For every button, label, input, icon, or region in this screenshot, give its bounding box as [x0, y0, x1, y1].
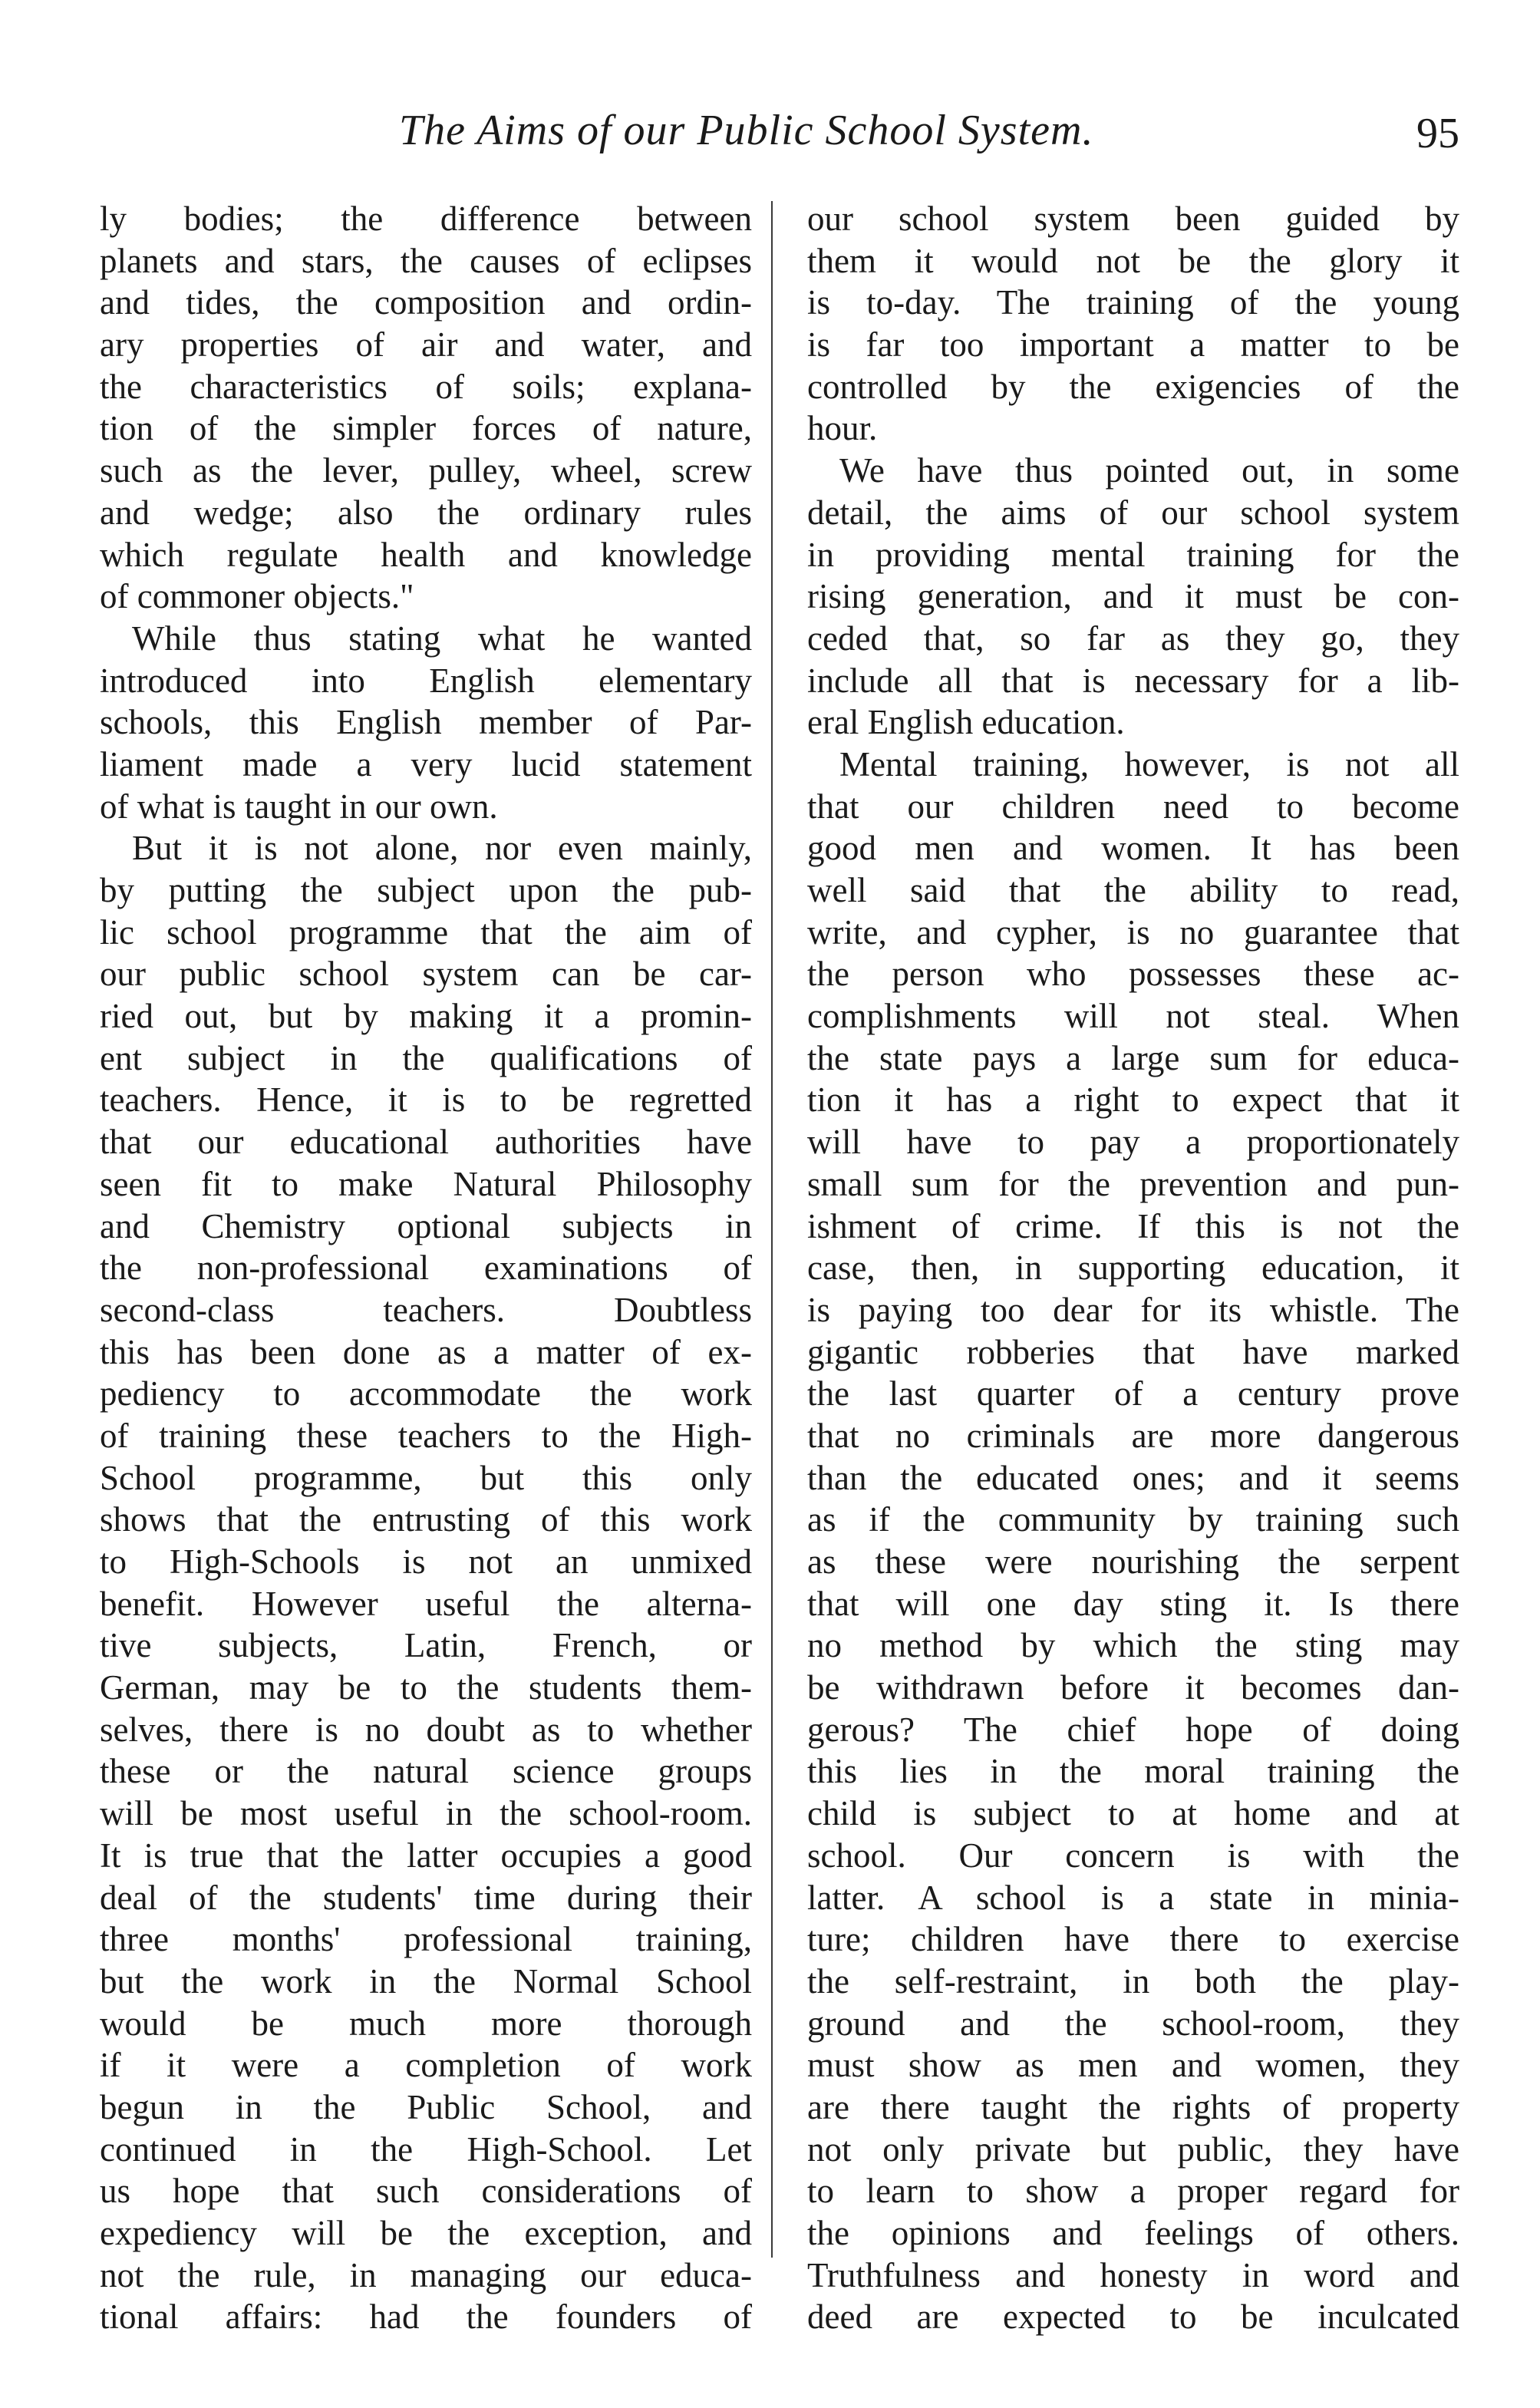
text-line: tion it has a right to expect that it [807, 1080, 1459, 1120]
text-line: as these were nourishing the serpent [807, 1542, 1459, 1581]
text-line: include all that is necessary for a lib- [807, 661, 1459, 700]
text-line: expediency will be the exception, and [100, 2214, 752, 2252]
page-number: 95 [1416, 110, 1459, 157]
text-line: deal of the students' time during their [100, 1878, 752, 1917]
text-line: ishment of crime. If this is not the [807, 1206, 1459, 1245]
text-line: and tides, the composition and ordin- [100, 283, 752, 322]
text-line: introduced into English elementary [100, 661, 752, 700]
text-line: complishments will not steal. When [807, 997, 1459, 1036]
running-title: The Aims of our Public School System. [399, 107, 1094, 154]
text-line: the last quarter of a century prove [807, 1374, 1459, 1413]
text-line: that our educational authorities have [100, 1123, 752, 1162]
text-line: ent subject in the qualifications of [100, 1038, 752, 1077]
text-line: child is subject to at home and at [807, 1794, 1459, 1833]
text-line: of what is taught in our own. [100, 787, 498, 826]
text-line: them it would not be the glory it [807, 241, 1459, 280]
text-line: not the rule, in managing our educa- [100, 2255, 752, 2294]
text-line: that no criminals are more dangerous [807, 1416, 1459, 1455]
right-text-column [807, 198, 1459, 2338]
text-line: seen fit to make Natural Philosophy [100, 1164, 752, 1203]
text-line: this lies in the moral training the [807, 1752, 1459, 1791]
text-line: that our children need to become [807, 787, 1459, 826]
text-line: deed are expected to be inculcated [807, 2297, 1459, 2337]
text-line: good men and women. It has been [807, 829, 1459, 868]
text-line: shows that the entrusting of this work [100, 1500, 752, 1539]
text-line: three months' professional training, [100, 1920, 752, 1959]
text-line: is paying too dear for its whistle. The [807, 1290, 1459, 1329]
text-line: second-class teachers. Doubtless [100, 1290, 752, 1329]
text-line: ly bodies; the difference between [100, 200, 752, 238]
text-line: as if the community by training such [807, 1500, 1459, 1539]
text-line: rising generation, and it must be con- [807, 577, 1459, 616]
text-line: It is true that the latter occupies a good [100, 1836, 752, 1875]
text-line: than the educated ones; and it seems [807, 1458, 1459, 1497]
text-line: School programme, but this only [100, 1458, 752, 1497]
text-line: which regulate health and knowledge [100, 535, 752, 574]
text-line: such as the lever, pulley, wheel, screw [100, 451, 752, 490]
text-line: but the work in the Normal School [100, 1961, 752, 2001]
text-line: We have thus pointed out, in some [839, 451, 1459, 490]
text-line: schools, this English member of Par- [100, 703, 752, 742]
text-line: write, and cypher, is no guarantee that [807, 912, 1459, 952]
text-line: ceded that, so far as they go, they [807, 618, 1459, 658]
text-line: lic school programme that the aim of [100, 912, 752, 952]
text-line: that will one day sting it. Is there [807, 1584, 1459, 1623]
text-line: gigantic robberies that have marked [807, 1332, 1459, 1371]
text-line: these or the natural science groups [100, 1752, 752, 1791]
text-line: gerous? The chief hope of doing [807, 1710, 1459, 1749]
text-line: tion of the simpler forces of nature, [100, 409, 752, 448]
text-line: the self-restraint, in both the play- [807, 1961, 1459, 2001]
left-text-column [100, 198, 752, 2338]
text-line: continued in the High-School. Let [100, 2129, 752, 2169]
column-divider [771, 201, 773, 2258]
text-line: will have to pay a proportionately [807, 1123, 1459, 1162]
text-line: Truthfulness and honesty in word and [807, 2255, 1459, 2294]
text-line: latter. A school is a state in minia- [807, 1878, 1459, 1917]
text-line: selves, there is no doubt as to whether [100, 1710, 752, 1749]
text-line: and wedge; also the ordinary rules [100, 493, 752, 532]
text-line: to learn to show a proper regard for [807, 2172, 1459, 2211]
text-line: tional affairs: had the founders of [100, 2297, 752, 2337]
text-line: ried out, but by making it a promin- [100, 997, 752, 1036]
text-line: us hope that such considerations of [100, 2172, 752, 2211]
text-line: be withdrawn before it becomes dan- [807, 1668, 1459, 1707]
text-line: of commoner objects." [100, 577, 414, 616]
text-line: are there taught the rights of property [807, 2087, 1459, 2126]
text-line: and Chemistry optional subjects in [100, 1206, 752, 1245]
text-line: detail, the aims of our school system [807, 493, 1459, 532]
text-line: would be much more thorough [100, 2004, 752, 2043]
text-line: of training these teachers to the High- [100, 1416, 752, 1455]
text-line: the opinions and feelings of others. [807, 2214, 1459, 2252]
text-line: will be most useful in the school-room. [100, 1794, 752, 1833]
text-line: the non-professional examinations of [100, 1249, 752, 1288]
text-line: ture; children have there to exercise [807, 1920, 1459, 1959]
text-line: tive subjects, Latin, French, or [100, 1626, 752, 1665]
text-line: teachers. Hence, it is to be regretted [100, 1080, 752, 1120]
text-line: begun in the Public School, and [100, 2087, 752, 2126]
text-line: case, then, in supporting education, it [807, 1249, 1459, 1288]
text-line: in providing mental training for the [807, 535, 1459, 574]
text-line: planets and stars, the causes of eclipses [100, 241, 752, 280]
text-line: is far too important a matter to be [807, 325, 1459, 364]
text-line: school. Our concern is with the [807, 1836, 1459, 1875]
text-line: not only private but public, they have [807, 2129, 1459, 2169]
text-line: benefit. However useful the alterna- [100, 1584, 752, 1623]
text-line: our public school system can be car- [100, 955, 752, 994]
text-line: ground and the school-room, they [807, 2004, 1459, 2043]
text-line: this has been done as a matter of ex- [100, 1332, 752, 1371]
text-line: by putting the subject upon the pub- [100, 871, 752, 909]
text-line: ary properties of air and water, and [100, 325, 752, 364]
text-line: But it is not alone, nor even mainly, [132, 829, 752, 868]
text-line: Mental training, however, is not all [839, 744, 1459, 783]
text-line: eral English education. [807, 703, 1125, 742]
text-line: is to-day. The training of the young [807, 283, 1459, 322]
text-line: our school system been guided by [807, 200, 1459, 238]
text-line: the characteristics of soils; explana- [100, 367, 752, 406]
text-line: liament made a very lucid statement [100, 744, 752, 783]
text-line: well said that the ability to read, [807, 871, 1459, 909]
text-line: pediency to accommodate the work [100, 1374, 752, 1413]
text-line: hour. [807, 409, 878, 448]
text-line: German, may be to the students them- [100, 1668, 752, 1707]
text-line: if it were a completion of work [100, 2046, 752, 2085]
text-line: small sum for the prevention and pun- [807, 1164, 1459, 1203]
text-line: must show as men and women, they [807, 2046, 1459, 2085]
text-line: no method by which the sting may [807, 1626, 1459, 1665]
text-line: the person who possesses these ac- [807, 955, 1459, 994]
text-line: the state pays a large sum for educa- [807, 1038, 1459, 1077]
text-line: While thus stating what he wanted [132, 618, 752, 658]
text-line: to High-Schools is not an unmixed [100, 1542, 752, 1581]
text-line: controlled by the exigencies of the [807, 367, 1459, 406]
